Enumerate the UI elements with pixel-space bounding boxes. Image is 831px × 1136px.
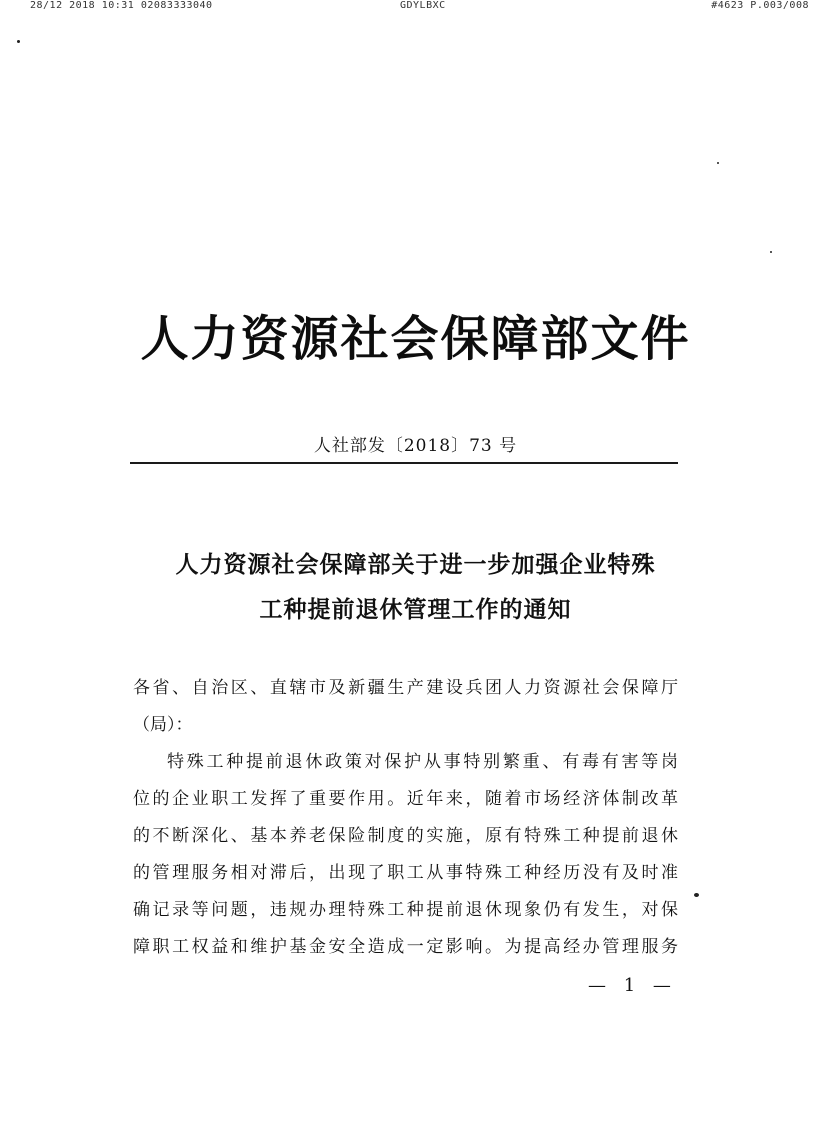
scan-speck <box>717 162 719 164</box>
notice-title-line: 工种提前退休管理工作的通知 <box>259 596 572 623</box>
body-text-line: 的管理服务相对滞后，出现了职工从事特殊工种经历没有及时准 <box>133 863 678 883</box>
scan-speck <box>770 251 772 253</box>
fax-datetime: 28/12 2018 10:31 02083333040 <box>30 0 213 11</box>
document-body <box>133 670 678 966</box>
header-divider-line <box>130 462 678 464</box>
fax-header <box>0 0 831 14</box>
body-text-line: 的不断深化、基本养老保险制度的实施，原有特殊工种提前退休 <box>133 826 678 846</box>
scan-speck <box>17 40 20 43</box>
recipient-line: 各省、自治区、直辖市及新疆生产建设兵团人力资源社会保障厅 <box>133 678 678 698</box>
scan-speck <box>694 893 699 897</box>
body-text-line: 位的企业职工发挥了重要作用。近年来，随着市场经济体制改革 <box>133 789 678 809</box>
recipient-line: （局）： <box>133 715 193 735</box>
fax-sender-id: GDYLBXC <box>400 0 446 11</box>
body-text-line: 确记录等问题，违规办理特殊工种提前退休现象仍有发生，对保 <box>133 900 678 920</box>
body-text-line: 特殊工种提前退休政策对保护从事特别繁重、有毒有害等岗 <box>167 752 678 772</box>
issuer-title: 人力资源社会保障部文件 <box>140 311 691 367</box>
fax-page-info: #4623 P.003/008 <box>711 0 809 11</box>
page-number: — 1 — <box>588 975 677 996</box>
notice-title <box>0 542 831 632</box>
notice-title-line: 人力资源社会保障部关于进一步加强企业特殊 <box>175 551 656 578</box>
body-text-line: 障职工权益和维护基金安全造成一定影响。为提高经办管理服务 <box>133 937 678 957</box>
document-number: 人社部发〔2018〕73 号 <box>313 436 518 456</box>
